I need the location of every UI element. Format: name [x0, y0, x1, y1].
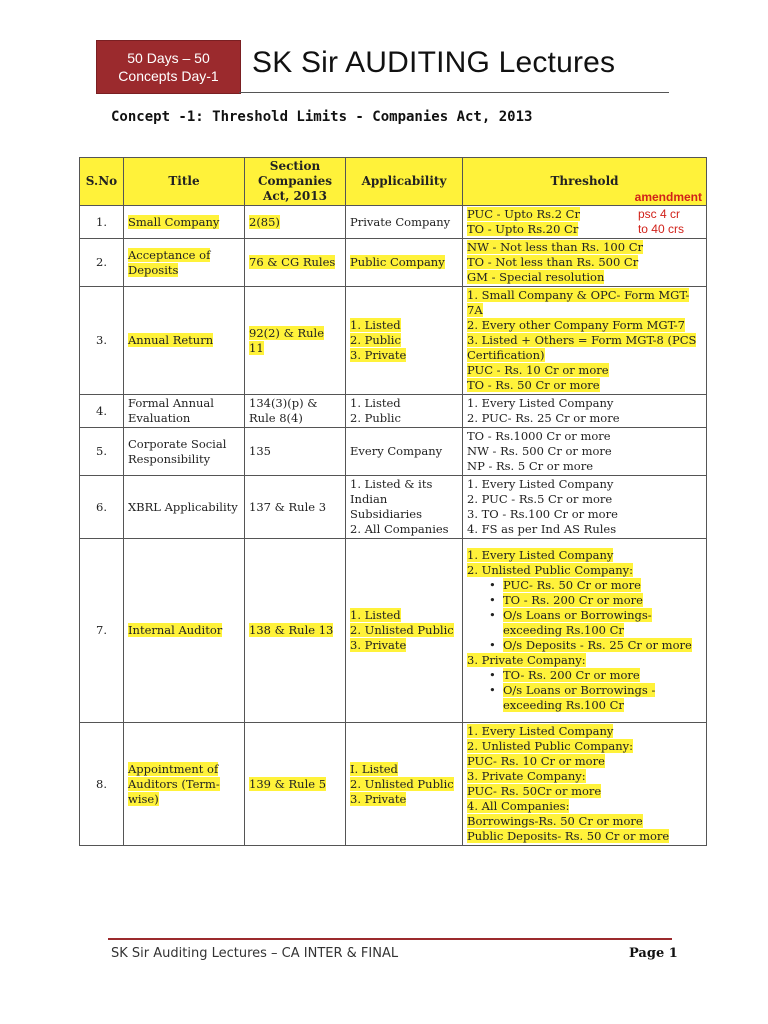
row-section-text: 138 & Rule 13: [249, 623, 334, 637]
table-row: [80, 395, 707, 428]
threshold-line: 3. Private Company:: [467, 653, 586, 667]
row-title-text: Small Company: [128, 214, 220, 229]
row-applicability: [346, 395, 463, 428]
applicability-line: 1. Listed: [350, 608, 401, 622]
header-threshold: [463, 158, 707, 206]
threshold-table: [79, 157, 707, 846]
threshold-line: PUC - Upto Rs.2 Cr: [467, 207, 580, 221]
threshold-bullet: O/s Loans or Borrowings - exceeding Rs.100 Cr: [503, 683, 656, 712]
threshold-line: TO - Not less than Rs. 500 Cr: [467, 255, 639, 269]
row-threshold: [463, 476, 707, 539]
concept-heading: Concept -1: Threshold Limits - Companies Act, 2013: [111, 109, 533, 125]
row-applicability: [346, 206, 463, 239]
bullet-icon: •: [489, 578, 496, 592]
row-section: 134(3)(p) & Rule 8(4): [245, 395, 346, 428]
threshold-line: 2. Unlisted Public Company:: [467, 739, 634, 753]
row-section: [245, 723, 346, 846]
amendment-annotation: amendment: [634, 190, 702, 204]
threshold-line: 2. PUC- Rs. 25 Cr or more: [467, 411, 620, 425]
row-number: 1.: [80, 206, 124, 239]
bullet-icon: •: [489, 683, 496, 697]
row-threshold: [463, 428, 707, 476]
applicability-line: 2. All Companies: [350, 522, 449, 536]
row-threshold: [463, 206, 707, 239]
threshold-line: PUC- Rs. 50Cr or more: [467, 784, 602, 798]
row-number: 4.: [80, 395, 124, 428]
row-title: [124, 723, 245, 846]
row-section: [245, 239, 346, 287]
row-section-text: 2(85): [249, 214, 280, 229]
row-title-text: Acceptance of Deposits: [128, 247, 211, 277]
row-number: 7.: [80, 539, 124, 723]
table-row: [80, 239, 707, 287]
threshold-bullet: TO - Rs. 200 Cr or more: [503, 593, 643, 607]
threshold-line: 4. All Companies:: [467, 799, 570, 813]
threshold-bullet: O/s Deposits - Rs. 25 Cr or more: [503, 638, 692, 652]
row-threshold: [463, 723, 707, 846]
threshold-line: 1. Small Company & OPC- Form MGT-7A: [467, 288, 690, 317]
threshold-line: NW - Rs. 500 Cr or more: [467, 444, 612, 458]
applicability-line: Private Company: [350, 214, 451, 229]
row-applicability: [346, 723, 463, 846]
table-row: [80, 428, 707, 476]
row-title: [124, 287, 245, 395]
row-section: [245, 287, 346, 395]
bullet-icon: •: [489, 608, 496, 622]
applicability-line: 3. Private: [350, 638, 407, 652]
row-threshold: [463, 287, 707, 395]
row-title: [124, 539, 245, 723]
row-threshold: [463, 239, 707, 287]
threshold-bullet: TO- Rs. 200 Cr or more: [503, 668, 640, 682]
handwritten-annotation: [638, 207, 684, 237]
applicability-line: 1. Listed & its Indian Subsidiaries: [350, 477, 433, 521]
row-section-text: 92(2) & Rule 11: [249, 325, 325, 355]
table-row: [80, 539, 707, 723]
threshold-line: PUC - Rs. 10 Cr or more: [467, 363, 609, 377]
threshold-line: TO - Upto Rs.20 Cr: [467, 222, 579, 236]
applicability-line: 2. Unlisted Public 3. Private: [350, 776, 454, 806]
row-section-text: 139 & Rule 5: [249, 776, 327, 791]
threshold-line: 2. Unlisted Public Company:: [467, 563, 634, 577]
applicability-line: 3. Private: [350, 348, 407, 362]
table-header-row: [80, 158, 707, 206]
badge-line-2: Concepts Day-1: [118, 68, 219, 84]
applicability-line: Public Company: [350, 255, 445, 269]
series-badge: [96, 40, 241, 94]
row-section-text: 76 & CG Rules: [249, 255, 336, 269]
threshold-line: 1. Every Listed Company: [467, 724, 614, 738]
row-number: 2.: [80, 239, 124, 287]
row-number: 8.: [80, 723, 124, 846]
bullet-icon: •: [489, 668, 496, 682]
row-threshold: [463, 395, 707, 428]
row-applicability: [346, 476, 463, 539]
badge-line-1: 50 Days – 50: [127, 50, 210, 66]
threshold-line: 2. Every other Company Form MGT-7: [467, 318, 685, 332]
applicability-line: 2. Public: [350, 411, 401, 425]
page-number: Page 1: [629, 946, 678, 961]
bullet-icon: •: [489, 593, 496, 607]
applicability-line: 2. Public: [350, 333, 401, 347]
threshold-line: 3. TO - Rs.100 Cr or more: [467, 507, 618, 521]
header-sno: S.No: [80, 158, 124, 206]
annotation-line: to 40 crs: [637, 222, 684, 236]
threshold-line: PUC- Rs. 10 Cr or more: [467, 754, 605, 768]
row-title-text: Appointment of Auditors (Term- wise): [128, 761, 220, 806]
threshold-line: NP - Rs. 5 Cr or more: [467, 459, 594, 473]
applicability-line: I. Listed: [350, 761, 398, 776]
table-row: [80, 206, 707, 239]
row-applicability: [346, 539, 463, 723]
threshold-line: 1. Every Listed Company: [467, 396, 614, 410]
table-row: [80, 723, 707, 846]
threshold-bullet: O/s Loans or Borrowings-exceeding Rs.100 Cr: [503, 608, 652, 637]
threshold-line: GM - Special resolution: [467, 270, 605, 284]
threshold-line: NW - Not less than Rs. 100 Cr: [467, 240, 644, 254]
threshold-line: Public Deposits- Rs. 50 Cr or more: [467, 829, 670, 843]
row-title: Corporate Social Responsibility: [124, 428, 245, 476]
row-title-text: Internal Auditor: [128, 623, 223, 637]
bullet-icon: •: [489, 638, 496, 652]
row-applicability: [346, 239, 463, 287]
footer-divider: [108, 938, 672, 940]
row-section: [245, 539, 346, 723]
footer-text: SK Sir Auditing Lectures – CA INTER & FINAL: [111, 946, 399, 961]
header-applicability: Applicability: [346, 158, 463, 206]
applicability-line: 1. Listed: [350, 318, 401, 332]
title-divider: [239, 92, 669, 93]
threshold-line: 3. Private Company:: [467, 769, 586, 783]
table-row: [80, 476, 707, 539]
applicability-line: 2. Unlisted Public: [350, 623, 454, 637]
page-title: SK Sir AUDITING Lectures: [252, 46, 616, 79]
row-title-text: Annual Return: [128, 333, 214, 347]
header-section: Section Companies Act, 2013: [245, 158, 346, 206]
threshold-line: 1. Every Listed Company: [467, 477, 614, 491]
threshold-line: 4. FS as per Ind AS Rules: [467, 522, 617, 536]
row-number: 5.: [80, 428, 124, 476]
row-applicability: Every Company: [346, 428, 463, 476]
threshold-line: 2. PUC - Rs.5 Cr or more: [467, 492, 613, 506]
threshold-line: 3. Listed + Others = Form MGT-8 (PCS Certification): [467, 333, 697, 362]
row-applicability: [346, 287, 463, 395]
row-number: 6.: [80, 476, 124, 539]
threshold-line: TO - Rs. 50 Cr or more: [467, 378, 600, 392]
threshold-line: TO - Rs.1000 Cr or more: [467, 429, 611, 443]
threshold-line: 1. Every Listed Company: [467, 548, 614, 562]
applicability-line: 1. Listed: [350, 396, 401, 410]
annotation-line: psc 4 cr: [637, 207, 680, 221]
row-section: [245, 206, 346, 239]
threshold-line: Borrowings-Rs. 50 Cr or more: [467, 814, 643, 828]
row-number: 3.: [80, 287, 124, 395]
row-section: 137 & Rule 3: [245, 476, 346, 539]
header-title: Title: [124, 158, 245, 206]
table-row: [80, 287, 707, 395]
row-threshold: [463, 539, 707, 723]
header-threshold-label: Threshold: [550, 174, 619, 188]
threshold-bullet: PUC- Rs. 50 Cr or more: [503, 578, 641, 592]
row-title: [124, 206, 245, 239]
row-section: 135: [245, 428, 346, 476]
row-title: Formal Annual Evaluation: [124, 395, 245, 428]
row-title: XBRL Applicability: [124, 476, 245, 539]
row-title: [124, 239, 245, 287]
